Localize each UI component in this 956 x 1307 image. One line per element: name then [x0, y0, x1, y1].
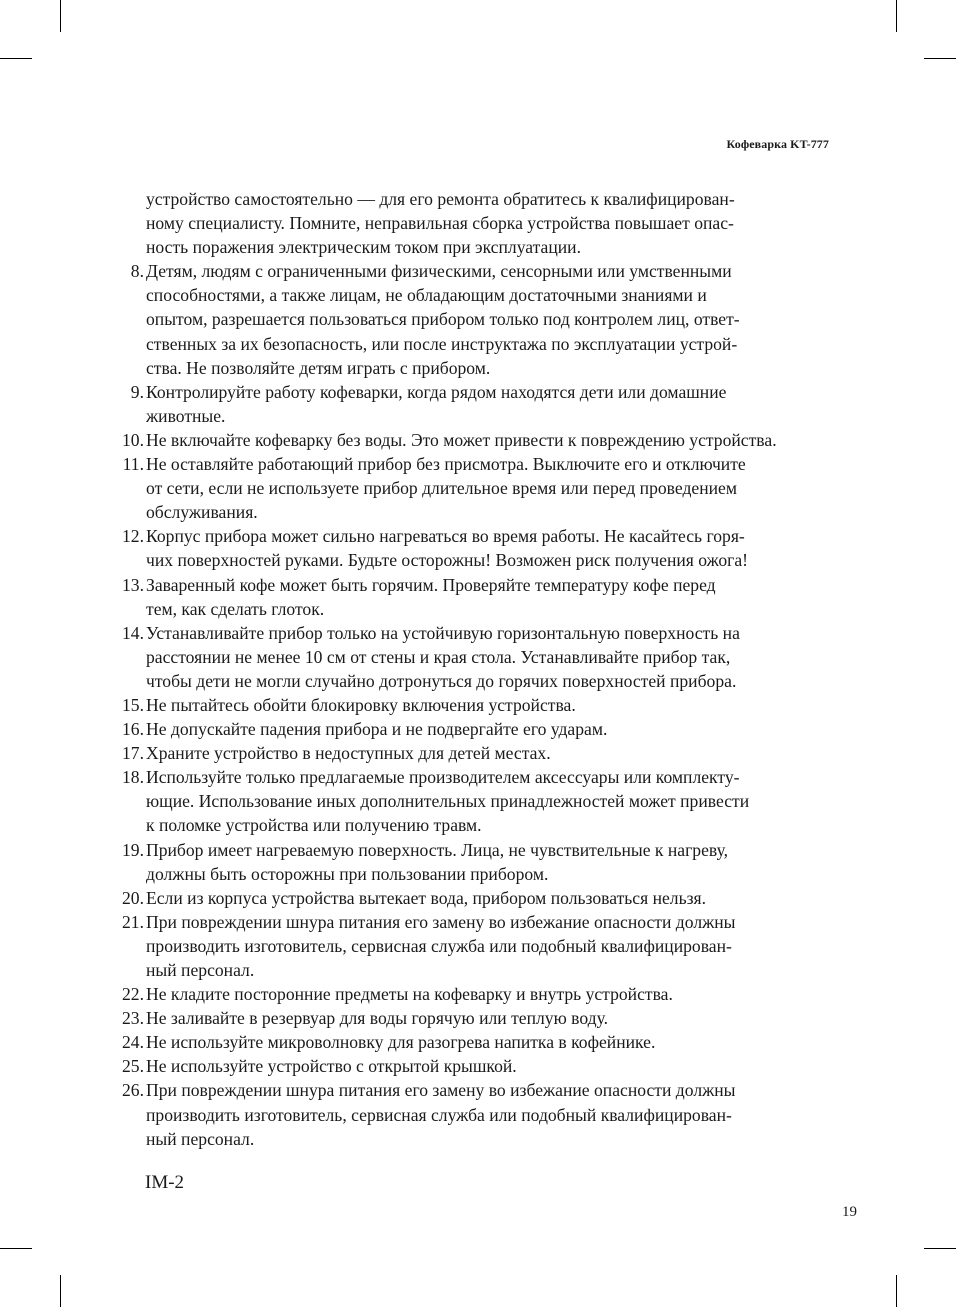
list-item-number: 25.	[122, 1056, 144, 1077]
list-item-line: ный персонал.	[146, 960, 255, 980]
list-item	[108, 428, 834, 452]
list-item-line: обслуживания.	[146, 502, 258, 523]
list-item-line: должны быть осторожны при пользовании прибором.	[146, 863, 549, 884]
crop-mark-top-right	[896, 0, 897, 32]
list-item-line: ства. Не позволяйте детям играть с прибором.	[146, 357, 491, 378]
list-item-text	[144, 1006, 834, 1030]
crop-mark-top-right-h	[924, 58, 956, 59]
list-item	[108, 741, 834, 765]
list-item-line: Прибор имеет нагреваемую поверхность. Лица, не чувствительные к нагреву,	[146, 839, 729, 860]
list-item-number: 19.	[122, 839, 144, 860]
list-item	[108, 1054, 834, 1078]
document-code: IM-2	[145, 1172, 185, 1193]
list-item-line: Контролируйте работу кофеварки, когда рядом находятся дети или домашние	[146, 381, 727, 402]
running-header-title: Кофеварка KT-777	[726, 137, 829, 151]
crop-mark-top-left-h	[0, 58, 32, 59]
list-item-line: от сети, если не используете прибор длительное время или перед проведением	[146, 478, 737, 499]
crop-mark-bottom-left-h	[0, 1248, 32, 1249]
list-item	[108, 524, 834, 572]
list-item-line: Не заливайте в резервуар для воды горячую или теплую воду.	[146, 1008, 608, 1029]
list-item-text	[144, 428, 834, 452]
list-item-line: Используйте только предлагаемые производителем аксессуары или комплекту-	[146, 767, 740, 788]
crop-mark-top-left	[60, 0, 61, 32]
list-item-line: Заваренный кофе может быть горячим. Проверяйте температуру кофе перед	[146, 574, 716, 595]
list-item-number: 14.	[122, 622, 144, 643]
list-item	[108, 380, 834, 428]
list-item-line: При повреждении шнура питания его замену во избежание опасности должны	[146, 911, 736, 932]
list-item-text	[144, 524, 834, 572]
crop-mark-bottom-left	[60, 1275, 61, 1307]
list-item-number: 22.	[122, 984, 144, 1005]
list-item-line: тем, как сделать глоток.	[146, 598, 325, 619]
list-item	[108, 717, 834, 741]
list-item	[108, 765, 834, 837]
list-item	[108, 452, 834, 524]
list-item	[108, 1030, 834, 1054]
list-item-text	[144, 693, 834, 717]
list-item	[108, 259, 834, 379]
crop-mark-bottom-right-h	[924, 1248, 956, 1249]
list-item	[108, 838, 834, 886]
list-item-line: Корпус прибора может сильно нагреваться во время работы. Не касайтесь горя-	[146, 526, 745, 547]
list-item-number: 12.	[122, 526, 144, 547]
list-item-number: 16.	[122, 719, 144, 740]
list-item-number: 10.	[122, 429, 144, 450]
list-item	[108, 886, 834, 910]
list-item	[108, 1078, 834, 1150]
list-item-line: Не включайте кофеварку без воды. Это может привести к повреждению устройства.	[146, 429, 777, 450]
list-item-line: производить изготовитель, сервисная служба или подобный квалифицирован-	[146, 1104, 732, 1125]
intro-paragraph	[108, 187, 834, 259]
list-item-number: 18.	[122, 767, 144, 788]
list-item-text	[144, 380, 834, 428]
list-item-text	[144, 717, 834, 741]
list-item-line: Не пытайтесь обойти блокировку включения устройства.	[146, 694, 576, 715]
list-item-text	[144, 1030, 834, 1054]
list-item-number: 26.	[122, 1080, 144, 1101]
list-item-line: Не оставляйте работающий прибор без присмотра. Выключите его и отключите	[146, 454, 746, 475]
list-item-line: Не допускайте падения прибора и не подвергайте его ударам.	[146, 719, 608, 740]
list-item	[108, 910, 834, 982]
list-item-line: ный персонал.	[146, 1128, 255, 1149]
intro-line: устройство самостоятельно — для его ремонта обратитесь к квалифицирован-	[146, 189, 735, 209]
list-item-text	[144, 1078, 834, 1150]
list-item-number: 24.	[122, 1032, 144, 1053]
page-number: 19	[842, 1204, 857, 1220]
list-item-text	[144, 452, 834, 524]
list-item-line: опытом, разрешается пользоваться прибором только под контролем лиц, ответ-	[146, 309, 740, 330]
list-item-text	[144, 573, 834, 621]
numbered-list	[108, 259, 834, 1150]
list-item-line: Не используйте микроволновку для разогрева напитка в кофейнике.	[146, 1032, 656, 1053]
list-item-line: Не используйте устройство с открытой крышкой.	[146, 1056, 517, 1077]
list-item-line: Детям, людям с ограниченными физическими, сенсорными или умственными	[146, 261, 732, 282]
list-item-text	[144, 910, 834, 982]
list-item-text	[144, 982, 834, 1006]
list-item-text	[144, 765, 834, 837]
list-item-line: производить изготовитель, сервисная служба или подобный квалифицирован-	[146, 935, 732, 956]
list-item	[108, 573, 834, 621]
list-item-line: способностями, а также лицам, не обладающим достаточными знаниями и	[146, 285, 707, 306]
list-item-line: ющие. Использование иных дополнительных принадлежностей может привести	[146, 791, 750, 812]
list-item-text	[144, 838, 834, 886]
list-item-text	[144, 259, 834, 379]
crop-mark-bottom-right	[896, 1275, 897, 1307]
list-item-line: животные.	[146, 405, 226, 426]
list-item	[108, 982, 834, 1006]
list-item-number: 15.	[122, 694, 144, 715]
intro-line: ность поражения электрическим током при эксплуатации.	[146, 237, 581, 258]
list-item-text	[144, 886, 834, 910]
list-item	[108, 1006, 834, 1030]
list-item-line: При повреждении шнура питания его замену во избежание опасности должны	[146, 1080, 736, 1101]
list-item-number: 23.	[122, 1008, 144, 1029]
list-item-line: Если из корпуса устройства вытекает вода, прибором пользоваться нельзя.	[146, 887, 707, 908]
list-item-number: 20.	[122, 887, 144, 908]
list-item-text	[144, 741, 834, 765]
list-item-number: 8.	[130, 261, 144, 282]
safety-instructions-body	[108, 187, 834, 1151]
list-item-line: Не кладите посторонние предметы на кофеварку и внутрь устройства.	[146, 984, 673, 1005]
list-item-text	[144, 1054, 834, 1078]
list-item-line: чтобы дети не могли случайно дотронуться до горячих поверхностей прибора.	[146, 670, 737, 691]
list-item-number: 17.	[122, 743, 144, 764]
list-item	[108, 693, 834, 717]
list-item-number: 9.	[130, 381, 144, 402]
list-item-text	[144, 621, 834, 693]
list-item-line: чих поверхностей руками. Будьте осторожны! Возможен риск получения ожога!	[146, 550, 749, 571]
list-item-number: 11.	[122, 454, 144, 475]
list-item-line: расстоянии не менее 10 см от стены и края стола. Устанавливайте прибор так,	[146, 646, 731, 667]
list-item	[108, 621, 834, 693]
list-item-line: ственных за их безопасность, или после инструктажа по эксплуатации устрой-	[146, 333, 738, 354]
list-item-line: Храните устройство в недоступных для детей местах.	[146, 743, 551, 764]
list-item-number: 21.	[122, 911, 144, 932]
list-item-line: к поломке устройства или получению травм.	[146, 815, 482, 836]
list-item-number: 13.	[122, 574, 144, 595]
intro-line: ному специалисту. Помните, неправильная сборка устройства повышает опас-	[146, 213, 734, 234]
list-item-line: Устанавливайте прибор только на устойчивую горизонтальную поверхность на	[146, 622, 740, 643]
